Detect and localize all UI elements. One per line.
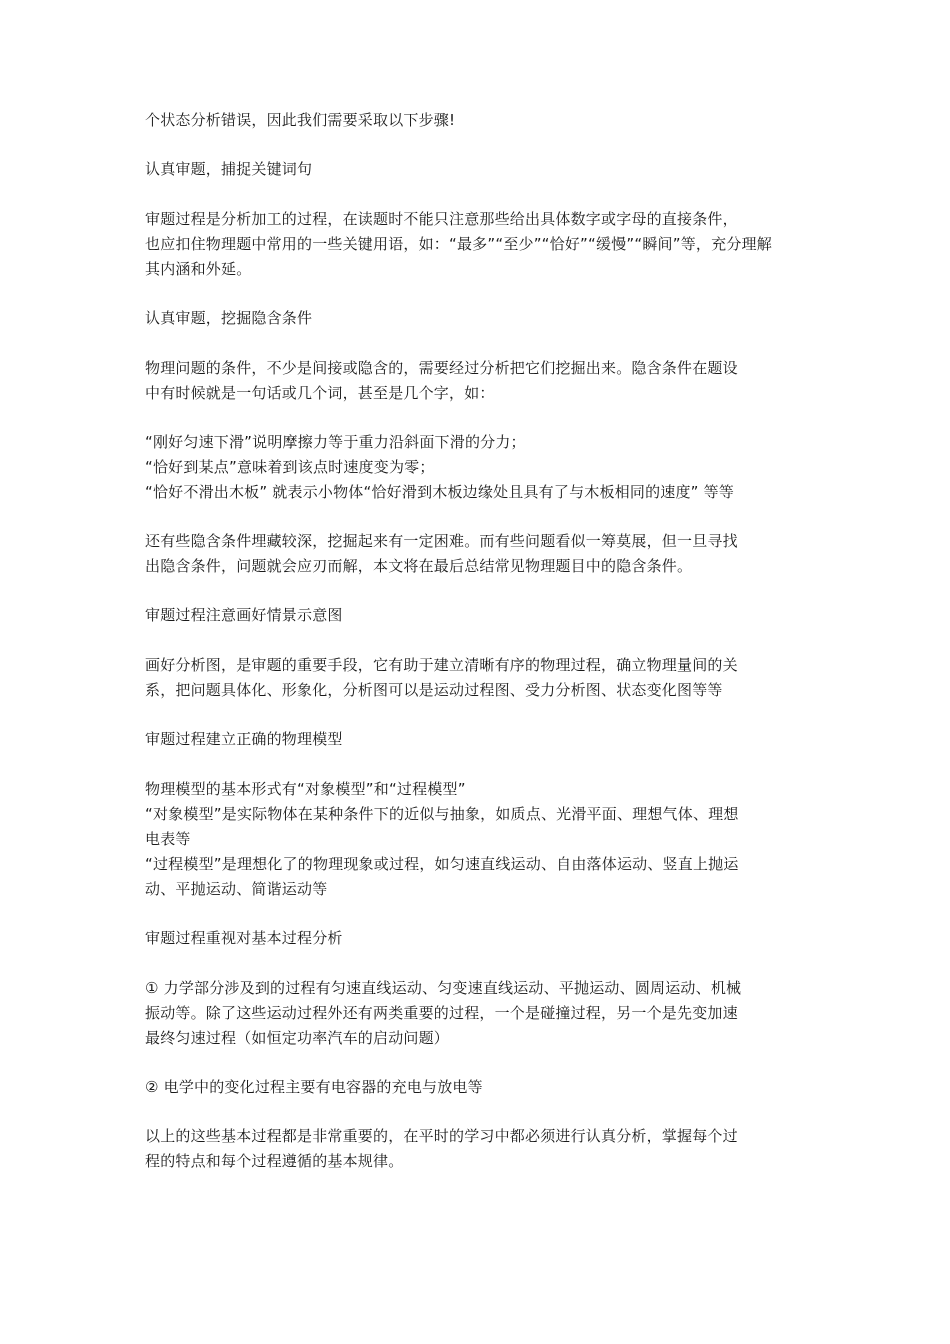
section-2-title [145, 306, 805, 331]
body-line: 程的特点和每个过程遵循的基本规律。 [145, 1152, 404, 1170]
document-page [145, 108, 805, 1198]
example-line: “恰好不滑出木板” 就表示小物体“恰好滑到木板边缘处且具有了与木板相同的速度” 等等 [145, 483, 735, 501]
body-line: 中有时候就是一句话或几个词，甚至是几个字，如： [145, 384, 495, 402]
section-1-title-text: 认真审题，捕捉关键词句 [145, 160, 313, 178]
body-line: 电表等 [145, 830, 191, 848]
section-3-title [145, 603, 805, 628]
body-line: 物理问题的条件，不少是间接或隐含的，需要经过分析把它们挖掘出来。隐含条件在题设 [145, 359, 738, 377]
section-4-title-text: 审题过程建立正确的物理模型 [145, 730, 343, 748]
body-line: 系，把问题具体化、形象化，分析图可以是运动过程图、受力分析图、状态变化图等等 [145, 681, 723, 699]
section-5-item-1 [145, 976, 805, 1051]
body-line: 也应扣住物理题中常用的一些关键用语，如：“最多”“至少”“恰好”“缓慢”“瞬间”等，充分理解 [145, 235, 772, 253]
body-line: 物理模型的基本形式有“对象模型”和“过程模型” [145, 780, 466, 798]
body-line: 画好分析图，是审题的重要手段，它有助于建立清晰有序的物理过程，确立物理量间的关 [145, 656, 738, 674]
section-2-title-text: 认真审题，挖掘隐含条件 [145, 309, 313, 327]
intro-paragraph [145, 108, 805, 133]
section-1-body [145, 207, 805, 282]
body-line: 动、平抛运动、简谐运动等 [145, 880, 328, 898]
section-1-title [145, 157, 805, 182]
section-2-body [145, 356, 805, 406]
section-2-more [145, 529, 805, 579]
section-4-title [145, 727, 805, 752]
example-line: “恰好到某点”意味着到该点时速度变为零； [145, 458, 435, 476]
section-3-title-text: 审题过程注意画好情景示意图 [145, 606, 343, 624]
conclusion-paragraph [145, 1124, 805, 1174]
section-4-body [145, 777, 805, 902]
intro-text: 个状态分析错误，因此我们需要采取以下步骤! [145, 111, 456, 129]
body-line: ② 电学中的变化过程主要有电容器的充电与放电等 [145, 1078, 483, 1096]
body-line: 还有些隐含条件埋藏较深，挖掘起来有一定困难。而有些问题看似一筹莫展，但一旦寻找 [145, 532, 738, 550]
body-line: “对象模型”是实际物体在某种条件下的近似与抽象，如质点、光滑平面、理想气体、理想 [145, 805, 739, 823]
body-line: 以上的这些基本过程都是非常重要的，在平时的学习中都必须进行认真分析，掌握每个过 [145, 1127, 738, 1145]
section-2-examples [145, 430, 805, 505]
example-line: “刚好匀速下滑”说明摩擦力等于重力沿斜面下滑的分力； [145, 433, 526, 451]
body-line: 审题过程是分析加工的过程，在读题时不能只注意那些给出具体数字或字母的直接条件， [145, 210, 738, 228]
body-line: “过程模型”是理想化了的物理现象或过程，如匀速直线运动、自由落体运动、竖直上抛运 [145, 855, 739, 873]
section-5-title-text: 审题过程重视对基本过程分析 [145, 929, 343, 947]
section-5-item-2 [145, 1075, 805, 1100]
body-line: 最终匀速过程（如恒定功率汽车的启动问题） [145, 1029, 450, 1047]
section-5-title [145, 926, 805, 951]
body-line: 其内涵和外延。 [145, 260, 252, 278]
body-line: 出隐含条件，问题就会应刃而解，本文将在最后总结常见物理题目中的隐含条件。 [145, 557, 693, 575]
section-3-body [145, 653, 805, 703]
body-line: 振动等。除了这些运动过程外还有两类重要的过程，一个是碰撞过程，另一个是先变加速 [145, 1004, 738, 1022]
body-line: ① 力学部分涉及到的过程有匀速直线运动、匀变速直线运动、平抛运动、圆周运动、机械 [145, 979, 742, 997]
